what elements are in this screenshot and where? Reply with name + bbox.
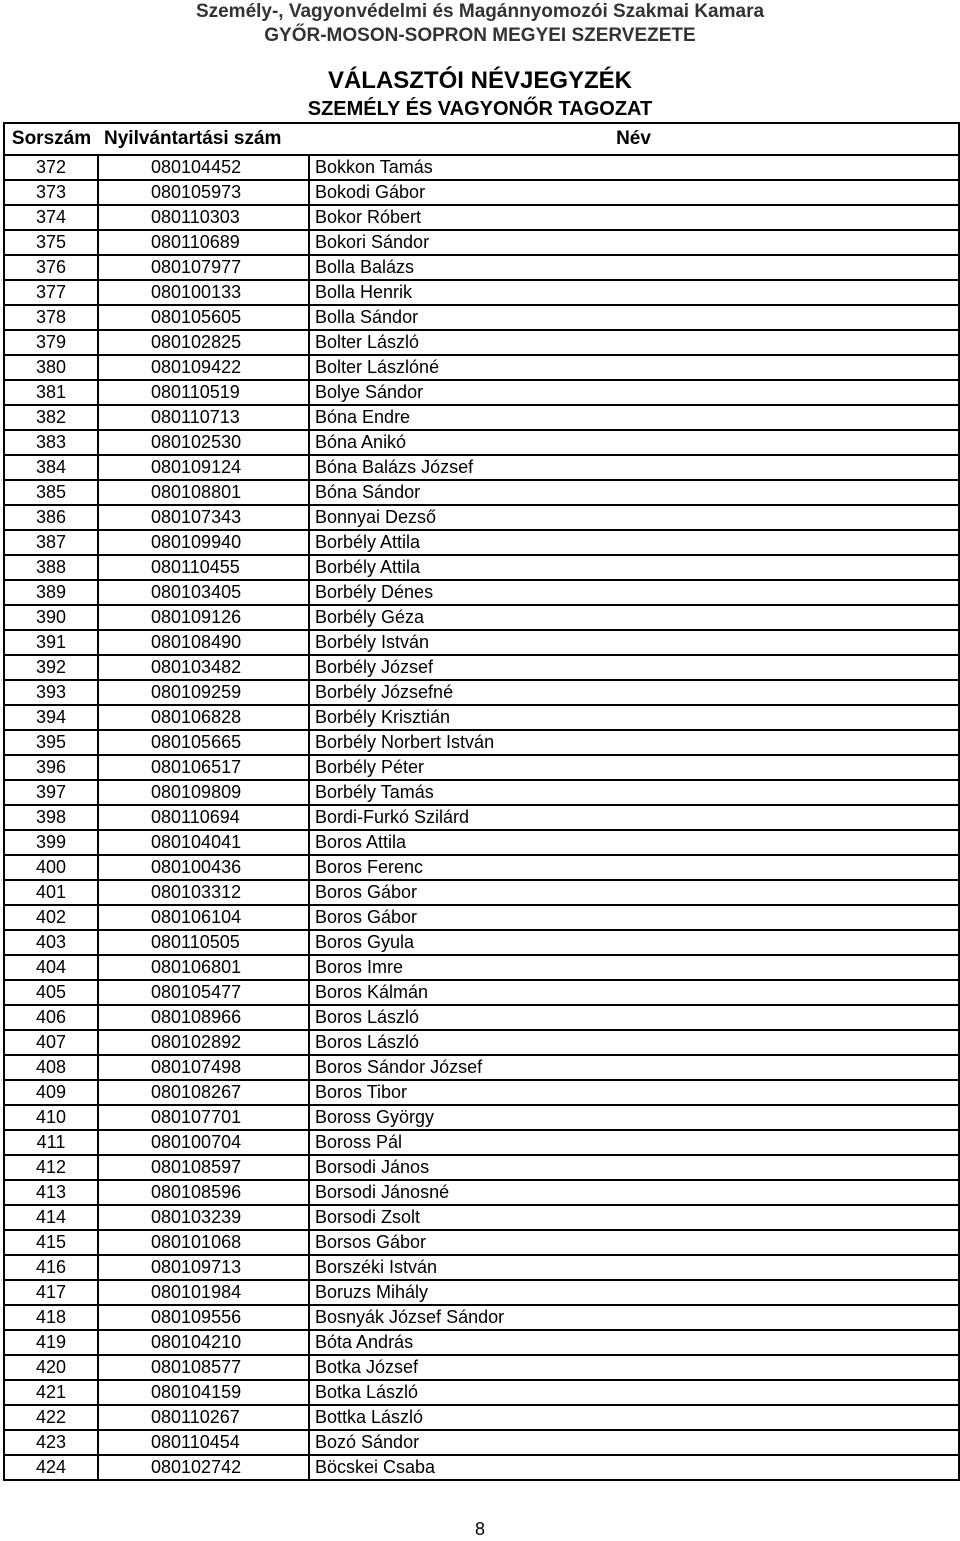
table-row	[4, 1180, 959, 1205]
serial-cell: 404	[4, 955, 98, 980]
table-row	[4, 580, 959, 605]
serial-cell: 402	[4, 905, 98, 930]
registry-number-cell: 080108597	[98, 1155, 309, 1180]
serial-cell: 381	[4, 380, 98, 405]
name-cell: Bolla Henrik	[309, 280, 959, 305]
table-row	[4, 605, 959, 630]
table-row	[4, 255, 959, 280]
page-number: 8	[474, 1519, 485, 1539]
serial-cell: 416	[4, 1255, 98, 1280]
serial-cell: 372	[4, 155, 98, 180]
table-row	[4, 430, 959, 455]
registry-number-cell: 080107498	[98, 1055, 309, 1080]
table-row	[4, 755, 959, 780]
serial-cell: 400	[4, 855, 98, 880]
table-row	[4, 955, 959, 980]
serial-cell: 410	[4, 1105, 98, 1130]
name-cell: Bottka László	[309, 1405, 959, 1430]
registry-number-cell: 080108596	[98, 1180, 309, 1205]
registry-number-cell: 080110694	[98, 805, 309, 830]
table-row	[4, 1330, 959, 1355]
registry-number-cell: 080108490	[98, 630, 309, 655]
table-row	[4, 480, 959, 505]
registry-number-cell: 080103482	[98, 655, 309, 680]
name-cell: Botka József	[309, 1355, 959, 1380]
name-cell: Bolla Sándor	[309, 305, 959, 330]
table-row	[4, 405, 959, 430]
column-header-name: Név	[309, 123, 959, 155]
table-row	[4, 1355, 959, 1380]
name-cell: Borbély István	[309, 630, 959, 655]
name-cell: Bokodi Gábor	[309, 180, 959, 205]
registry-number-cell: 080110303	[98, 205, 309, 230]
name-cell: Bolter László	[309, 330, 959, 355]
registry-number-cell: 080109124	[98, 455, 309, 480]
serial-cell: 424	[4, 1455, 98, 1480]
registry-number-cell: 080105605	[98, 305, 309, 330]
name-cell: Borbély Dénes	[309, 580, 959, 605]
column-header-serial: Sorszám	[4, 123, 98, 155]
name-cell: Bordi-Furkó Szilárd	[309, 805, 959, 830]
table-row	[4, 1405, 959, 1430]
name-cell: Bolye Sándor	[309, 380, 959, 405]
registry-number-cell: 080108577	[98, 1355, 309, 1380]
registry-number-cell: 080104210	[98, 1330, 309, 1355]
registry-number-cell: 080106801	[98, 955, 309, 980]
serial-cell: 412	[4, 1155, 98, 1180]
serial-cell: 382	[4, 405, 98, 430]
name-cell: Boros Ferenc	[309, 855, 959, 880]
name-cell: Boross Pál	[309, 1130, 959, 1155]
table-row	[4, 1105, 959, 1130]
serial-cell: 408	[4, 1055, 98, 1080]
name-cell: Borbély Norbert István	[309, 730, 959, 755]
name-cell: Borbély József	[309, 655, 959, 680]
table-row	[4, 1380, 959, 1405]
registry-number-cell: 080110713	[98, 405, 309, 430]
serial-cell: 403	[4, 930, 98, 955]
name-cell: Bóna Anikó	[309, 430, 959, 455]
table-row	[4, 855, 959, 880]
name-cell: Boross György	[309, 1105, 959, 1130]
registry-number-cell: 080100704	[98, 1130, 309, 1155]
serial-cell: 399	[4, 830, 98, 855]
registry-number-cell: 080109259	[98, 680, 309, 705]
table-header-row	[4, 123, 959, 155]
serial-cell: 421	[4, 1380, 98, 1405]
table-row	[4, 730, 959, 755]
registry-number-cell: 080108267	[98, 1080, 309, 1105]
name-cell: Boros László	[309, 1030, 959, 1055]
serial-cell: 377	[4, 280, 98, 305]
table-row	[4, 205, 959, 230]
table-row	[4, 1455, 959, 1480]
registry-number-cell: 080109422	[98, 355, 309, 380]
table-row	[4, 905, 959, 930]
registry-number-cell: 080101068	[98, 1230, 309, 1255]
serial-cell: 423	[4, 1430, 98, 1455]
name-cell: Böcskei Csaba	[309, 1455, 959, 1480]
table-row	[4, 1130, 959, 1155]
table-row	[4, 530, 959, 555]
name-cell: Borszéki István	[309, 1255, 959, 1280]
name-cell: Botka László	[309, 1380, 959, 1405]
table-row	[4, 630, 959, 655]
serial-cell: 395	[4, 730, 98, 755]
name-cell: Bokori Sándor	[309, 230, 959, 255]
name-cell: Borbély Péter	[309, 755, 959, 780]
serial-cell: 420	[4, 1355, 98, 1380]
serial-cell: 401	[4, 880, 98, 905]
registry-number-cell: 080108966	[98, 1005, 309, 1030]
registry-number-cell: 080104041	[98, 830, 309, 855]
serial-cell: 413	[4, 1180, 98, 1205]
table-row	[4, 1280, 959, 1305]
table-row	[4, 380, 959, 405]
registry-number-cell: 080108801	[98, 480, 309, 505]
name-cell: Bolter Lászlóné	[309, 355, 959, 380]
registry-number-cell: 080105665	[98, 730, 309, 755]
serial-cell: 396	[4, 755, 98, 780]
document-subtitle: SZEMÉLY ÉS VAGYONŐR TAGOZAT	[307, 98, 653, 120]
registry-number-cell: 080103312	[98, 880, 309, 905]
name-cell: Boros Attila	[309, 830, 959, 855]
registry-number-cell: 080110454	[98, 1430, 309, 1455]
registry-number-cell: 080109713	[98, 1255, 309, 1280]
table-row	[4, 155, 959, 180]
organization-branch: GYŐR-MOSON-SOPRON MEGYEI SZERVEZETE	[264, 25, 696, 46]
serial-cell: 407	[4, 1030, 98, 1055]
serial-cell: 384	[4, 455, 98, 480]
table-row	[4, 805, 959, 830]
name-cell: Borsodi Jánosné	[309, 1180, 959, 1205]
serial-cell: 417	[4, 1280, 98, 1305]
serial-cell: 398	[4, 805, 98, 830]
name-cell: Borsodi János	[309, 1155, 959, 1180]
table-row	[4, 305, 959, 330]
registry-number-cell: 080107701	[98, 1105, 309, 1130]
serial-cell: 387	[4, 530, 98, 555]
serial-cell: 379	[4, 330, 98, 355]
registry-number-cell: 080107977	[98, 255, 309, 280]
registry-number-cell: 080100436	[98, 855, 309, 880]
name-cell: Bozó Sándor	[309, 1430, 959, 1455]
table-row	[4, 1080, 959, 1105]
name-cell: Borbély Krisztián	[309, 705, 959, 730]
registry-number-cell: 080110267	[98, 1405, 309, 1430]
name-cell: Boros László	[309, 1005, 959, 1030]
table-row	[4, 705, 959, 730]
registry-number-cell: 080103239	[98, 1205, 309, 1230]
serial-cell: 392	[4, 655, 98, 680]
serial-cell: 375	[4, 230, 98, 255]
table-row	[4, 780, 959, 805]
table-row	[4, 680, 959, 705]
serial-cell: 406	[4, 1005, 98, 1030]
serial-cell: 393	[4, 680, 98, 705]
name-cell: Boros Sándor József	[309, 1055, 959, 1080]
registry-number-cell: 080102892	[98, 1030, 309, 1055]
name-cell: Borbély Józsefné	[309, 680, 959, 705]
registry-number-cell: 080109126	[98, 605, 309, 630]
serial-cell: 373	[4, 180, 98, 205]
registry-number-cell: 080105477	[98, 980, 309, 1005]
table-row	[4, 505, 959, 530]
table-row	[4, 555, 959, 580]
registry-number-cell: 080106517	[98, 755, 309, 780]
table-row	[4, 1230, 959, 1255]
column-header-registry-number: Nyilvántartási szám	[98, 123, 309, 155]
registry-number-cell: 080102825	[98, 330, 309, 355]
serial-cell: 376	[4, 255, 98, 280]
registry-number-cell: 080110519	[98, 380, 309, 405]
name-cell: Bonnyai Dezső	[309, 505, 959, 530]
table-row	[4, 1255, 959, 1280]
name-cell: Bokor Róbert	[309, 205, 959, 230]
serial-cell: 374	[4, 205, 98, 230]
registry-number-cell: 080102530	[98, 430, 309, 455]
table-row	[4, 1055, 959, 1080]
table-row	[4, 1030, 959, 1055]
name-cell: Bóta András	[309, 1330, 959, 1355]
registry-number-cell: 080106104	[98, 905, 309, 930]
registry-number-cell: 080107343	[98, 505, 309, 530]
registry-number-cell: 080100133	[98, 280, 309, 305]
name-cell: Borbély Tamás	[309, 780, 959, 805]
name-cell: Boros Gábor	[309, 880, 959, 905]
table-row	[4, 830, 959, 855]
table-row	[4, 655, 959, 680]
serial-cell: 388	[4, 555, 98, 580]
name-cell: Boros Imre	[309, 955, 959, 980]
name-cell: Borsos Gábor	[309, 1230, 959, 1255]
table-row	[4, 1305, 959, 1330]
voter-register-table	[3, 122, 960, 1481]
name-cell: Borsodi Zsolt	[309, 1205, 959, 1230]
registry-number-cell: 080105973	[98, 180, 309, 205]
registry-number-cell: 080109556	[98, 1305, 309, 1330]
name-cell: Boros Kálmán	[309, 980, 959, 1005]
table-row	[4, 1005, 959, 1030]
serial-cell: 419	[4, 1330, 98, 1355]
name-cell: Borbély Attila	[309, 530, 959, 555]
serial-cell: 405	[4, 980, 98, 1005]
registry-number-cell: 080104159	[98, 1380, 309, 1405]
serial-cell: 414	[4, 1205, 98, 1230]
registry-number-cell: 080101984	[98, 1280, 309, 1305]
serial-cell: 415	[4, 1230, 98, 1255]
name-cell: Boruzs Mihály	[309, 1280, 959, 1305]
name-cell: Bolla Balázs	[309, 255, 959, 280]
serial-cell: 394	[4, 705, 98, 730]
serial-cell: 397	[4, 780, 98, 805]
table-row	[4, 880, 959, 905]
registry-number-cell: 080109940	[98, 530, 309, 555]
registry-number-cell: 080103405	[98, 580, 309, 605]
serial-cell: 390	[4, 605, 98, 630]
serial-cell: 418	[4, 1305, 98, 1330]
table-row	[4, 355, 959, 380]
serial-cell: 411	[4, 1130, 98, 1155]
name-cell: Boros Gyula	[309, 930, 959, 955]
name-cell: Bóna Endre	[309, 405, 959, 430]
registry-number-cell: 080110455	[98, 555, 309, 580]
serial-cell: 380	[4, 355, 98, 380]
table-row	[4, 1155, 959, 1180]
name-cell: Boros Tibor	[309, 1080, 959, 1105]
table-row	[4, 280, 959, 305]
name-cell: Borbély Attila	[309, 555, 959, 580]
name-cell: Bosnyák József Sándor	[309, 1305, 959, 1330]
registry-number-cell: 080104452	[98, 155, 309, 180]
serial-cell: 391	[4, 630, 98, 655]
name-cell: Borbély Géza	[309, 605, 959, 630]
organization-name: Személy-, Vagyonvédelmi és Magánnyomozói Szakmai Kamara	[195, 1, 765, 22]
serial-cell: 383	[4, 430, 98, 455]
serial-cell: 389	[4, 580, 98, 605]
registry-number-cell: 080110689	[98, 230, 309, 255]
table-row	[4, 980, 959, 1005]
serial-cell: 386	[4, 505, 98, 530]
table-row	[4, 455, 959, 480]
serial-cell: 378	[4, 305, 98, 330]
serial-cell: 409	[4, 1080, 98, 1105]
name-cell: Bóna Sándor	[309, 480, 959, 505]
registry-number-cell: 080106828	[98, 705, 309, 730]
registry-number-cell: 080109809	[98, 780, 309, 805]
table-row	[4, 1430, 959, 1455]
registry-number-cell: 080102742	[98, 1455, 309, 1480]
serial-cell: 385	[4, 480, 98, 505]
table-row	[4, 330, 959, 355]
name-cell: Bóna Balázs József	[309, 455, 959, 480]
name-cell: Bokkon Tamás	[309, 155, 959, 180]
serial-cell: 422	[4, 1405, 98, 1430]
table-row	[4, 230, 959, 255]
name-cell: Boros Gábor	[309, 905, 959, 930]
registry-number-cell: 080110505	[98, 930, 309, 955]
table-row	[4, 930, 959, 955]
table-row	[4, 1205, 959, 1230]
document-title: VÁLASZTÓI NÉVJEGYZÉK	[327, 67, 633, 94]
table-row	[4, 180, 959, 205]
